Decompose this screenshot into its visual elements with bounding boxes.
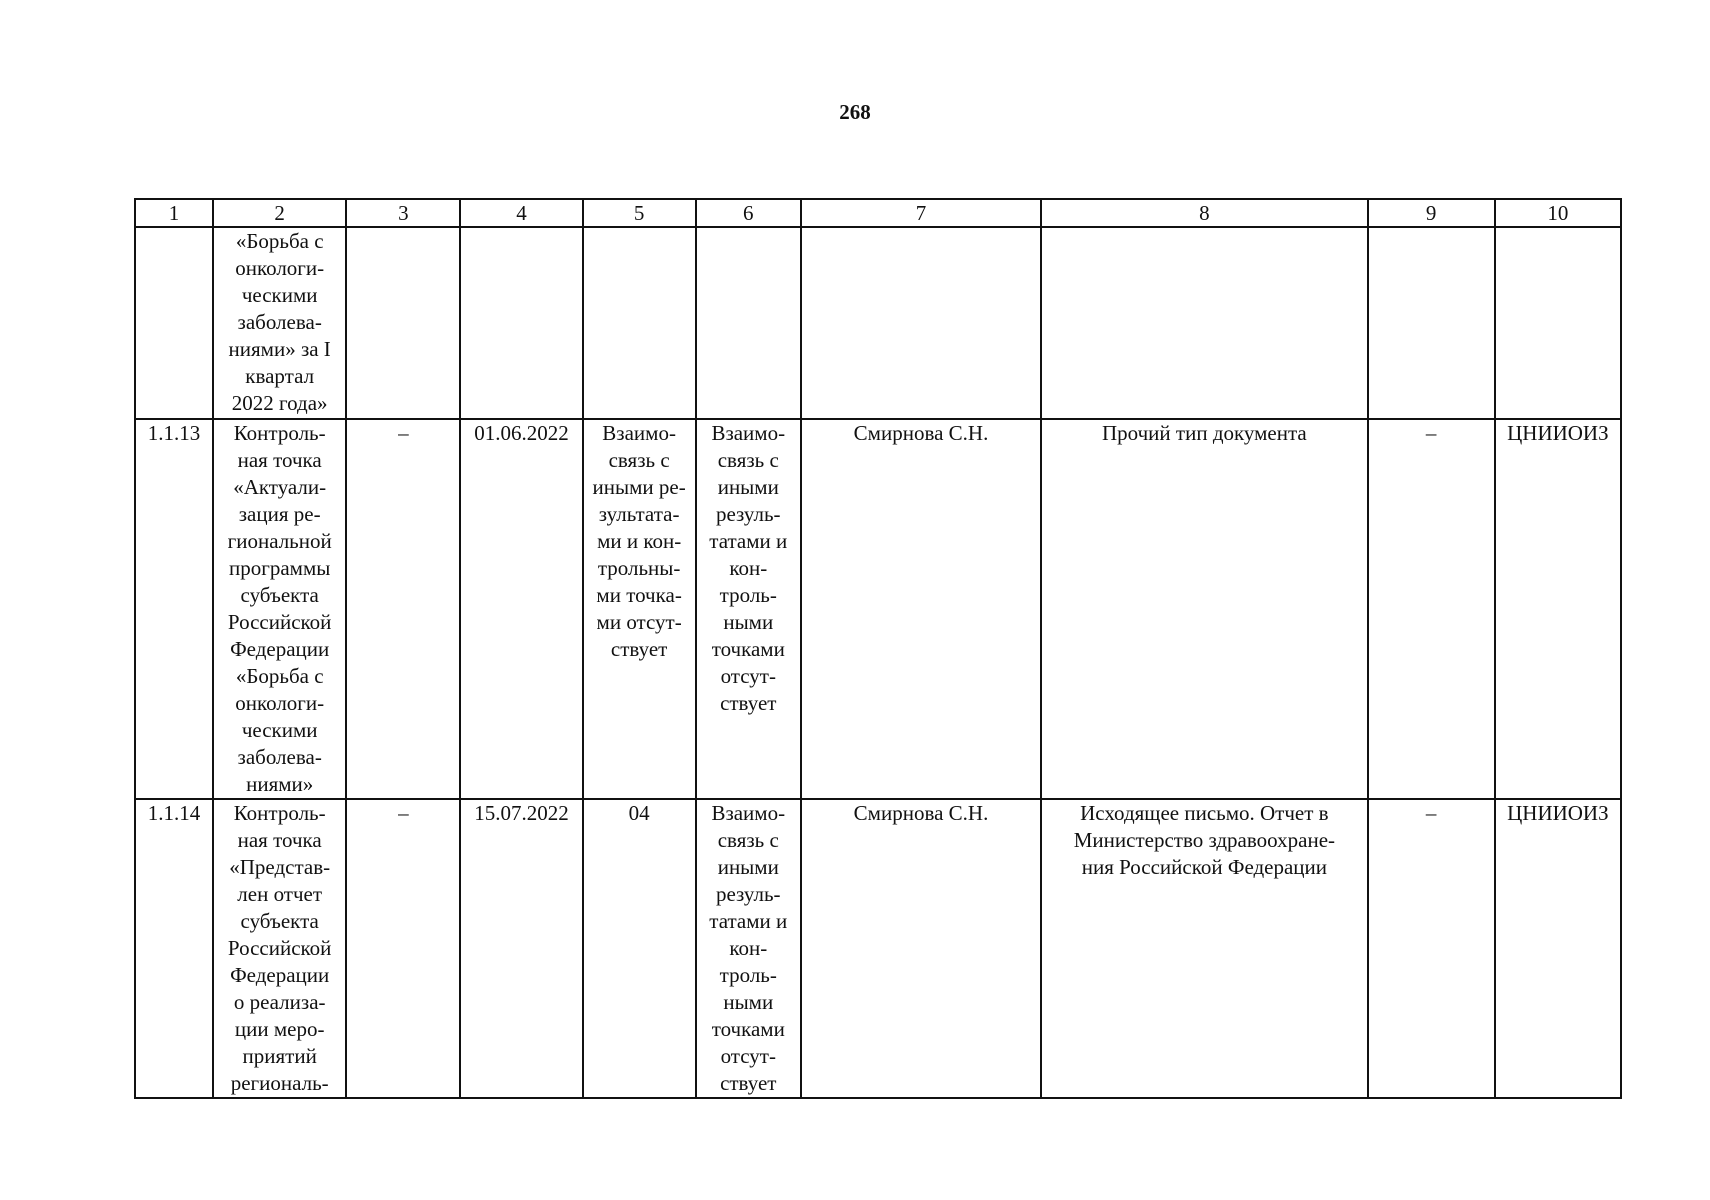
cell-line: точками: [711, 637, 785, 661]
cell-line: ния Российской Федерации: [1081, 855, 1328, 879]
cell-name: [213, 419, 346, 799]
column-header-4: 4: [460, 199, 582, 227]
cell-line: отсут-: [720, 1044, 776, 1068]
cell-line: ми точка-: [596, 583, 682, 607]
cell-col9: –: [1368, 419, 1495, 799]
cell-line: Федерации: [230, 963, 330, 987]
cell-date: 15.07.2022: [460, 799, 582, 1098]
cell-line: резуль-: [715, 502, 781, 526]
cell-line: трольны-: [597, 556, 681, 580]
cell-line: ческими: [241, 283, 318, 307]
cell-name: [213, 799, 346, 1098]
column-header-8: 8: [1041, 199, 1367, 227]
table-row-1-1-13: [135, 419, 1621, 799]
cell-line: иными: [717, 855, 779, 879]
cell-line: точками: [711, 1017, 785, 1041]
cell-line: ми и кон-: [597, 529, 682, 553]
cell-line: ниями» за I: [228, 337, 331, 361]
cell-line: ная точка: [237, 828, 322, 852]
cell-line: связь с: [717, 448, 779, 472]
column-header-3: 3: [346, 199, 460, 227]
column-header-6: 6: [696, 199, 801, 227]
column-header-5: 5: [583, 199, 696, 227]
cell-line: Российской: [227, 936, 332, 960]
cell-line: троль-: [719, 963, 777, 987]
cell-line: троль-: [719, 583, 777, 607]
cell-line: Федерации: [230, 637, 330, 661]
cell-col3: –: [346, 799, 460, 1098]
cell-number: 1.1.14: [135, 799, 213, 1098]
cell-line: приятий: [242, 1044, 317, 1068]
cell-organization: ЦНИИОИЗ: [1495, 799, 1621, 1098]
cell-col9: [1368, 227, 1495, 419]
cell-line: ными: [723, 610, 774, 634]
cell-line: ными: [723, 990, 774, 1014]
cell-line: квартал: [245, 364, 315, 388]
cell-line: зация ре-: [238, 502, 321, 526]
cell-line: зультата-: [598, 502, 680, 526]
cell-line: ствует: [610, 637, 668, 661]
cell-date: 01.06.2022: [460, 419, 582, 799]
cell-line: «Борьба с: [235, 664, 324, 688]
header-row: [135, 199, 1621, 227]
cell-col6: [696, 227, 801, 419]
cell-line: онкологи-: [235, 691, 325, 715]
cell-responsible: Смирнова С.Н.: [801, 799, 1041, 1098]
cell-col6: [696, 419, 801, 799]
cell-line: «Представ-: [229, 855, 331, 879]
cell-line: «Борьба с: [235, 229, 324, 253]
cell-line: «Актуали-: [233, 475, 327, 499]
cell-col10: [1495, 227, 1621, 419]
cell-line: Прочий тип документа: [1102, 421, 1307, 445]
cell-col9: –: [1368, 799, 1495, 1098]
cell-line: субъекта: [240, 583, 319, 607]
cell-line: ствует: [720, 691, 777, 715]
cell-line: гиональной: [227, 529, 332, 553]
cell-line: татами и: [709, 529, 788, 553]
cell-line: лен отчет: [237, 882, 323, 906]
cell-organization: ЦНИИОИЗ: [1495, 419, 1621, 799]
cell-line: иными ре-: [592, 475, 686, 499]
column-header-9: 9: [1368, 199, 1495, 227]
cell-line: ствует: [720, 1071, 777, 1095]
cell-line: Взаимо-: [711, 421, 786, 445]
cell-line: связь с: [608, 448, 670, 472]
column-header-7: 7: [801, 199, 1041, 227]
cell-col7: [801, 227, 1041, 419]
cell-line: резуль-: [715, 882, 781, 906]
cell-line: заболева-: [237, 745, 322, 769]
cell-line: ная точка: [237, 448, 322, 472]
column-header-10: 10: [1495, 199, 1621, 227]
cell-number: 1.1.13: [135, 419, 213, 799]
cell-responsible: Смирнова С.Н.: [801, 419, 1041, 799]
cell-line: субъекта: [240, 909, 319, 933]
cell-line: отсут-: [720, 664, 776, 688]
page-number: 268: [839, 100, 871, 124]
cell-line: иными: [717, 475, 779, 499]
cell-line: ции меро-: [234, 1017, 325, 1041]
cell-line: кон-: [729, 936, 768, 960]
cell-line: Российской: [227, 610, 332, 634]
cell-col5: [583, 799, 696, 1098]
column-header-1: 1: [135, 199, 213, 227]
cell-line: ми отсут-: [596, 610, 682, 634]
cell-line: Министерство здравоохране-: [1073, 828, 1336, 852]
cell-col8: [1041, 227, 1367, 419]
cell-line: татами и: [709, 909, 788, 933]
cell-line: ческими: [241, 718, 318, 742]
cell-line: региональ-: [230, 1071, 329, 1095]
table-row-continuation: [135, 227, 1621, 419]
document-table: [134, 198, 1622, 1099]
cell-col5: [583, 419, 696, 799]
cell-document-type: [1041, 799, 1367, 1098]
cell-col3: –: [346, 419, 460, 799]
table-row-1-1-14: [135, 799, 1621, 1098]
cell-line: Взаимо-: [602, 421, 676, 445]
cell-line: заболева-: [237, 310, 322, 334]
cell-line: кон-: [729, 556, 768, 580]
column-header-2: 2: [213, 199, 346, 227]
cell-number: [135, 227, 213, 419]
cell-line: связь с: [717, 828, 779, 852]
cell-col5: [583, 227, 696, 419]
cell-line: Взаимо-: [711, 801, 786, 825]
cell-col4: [460, 227, 582, 419]
cell-line: онкологи-: [235, 256, 325, 280]
cell-line: 2022 года»: [231, 391, 328, 415]
cell-line: программы: [228, 556, 331, 580]
cell-line: о реализа-: [233, 990, 326, 1014]
cell-line: Исходящее письмо. Отчет в: [1080, 801, 1329, 825]
cell-line: 04: [628, 801, 650, 825]
cell-col6: [696, 799, 801, 1098]
cell-line: Контроль-: [233, 801, 326, 825]
cell-line: ниями»: [246, 772, 314, 796]
cell-name: [213, 227, 346, 419]
cell-col3: [346, 227, 460, 419]
cell-line: Контроль-: [233, 421, 326, 445]
cell-document-type: [1041, 419, 1367, 799]
